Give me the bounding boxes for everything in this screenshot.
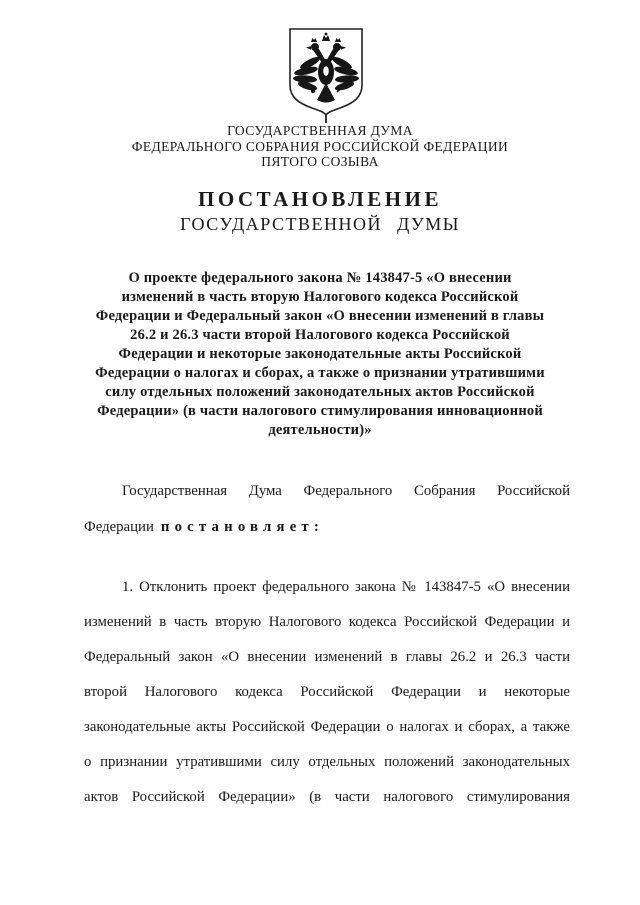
document-title-main: ПОСТАНОВЛЕНИЕ [198,187,442,211]
item-1-paragraph [84,570,570,815]
org-header [0,123,640,170]
subject-line: силу отдельных положений законодательных актов Российской [105,384,535,400]
document-title-sub: ГОСУДАРСТВЕННОЙ ДУМЫ [180,214,460,234]
org-header-line-3: ПЯТОГО СОЗЫВА [261,154,379,169]
item-1-line: 1. Отклонить проект федерального закона № 143847-5 «О внесении [122,579,570,595]
opening-line [84,509,570,545]
decree-word: постановляет: [160,519,324,535]
item-1-line: о признании утратившими силу отдельных положений законодательных [84,754,570,770]
subject-line: Федерации и некоторые законодательные акты Российской [118,346,522,362]
russia-coat-of-arms-icon [286,27,366,123]
subject-line: О проекте федерального закона № 143847-5 «О внесении [128,270,512,286]
subject-line: деятельности)» [268,422,372,438]
opening-paragraph [84,473,570,545]
document-title [0,186,640,236]
subject-line: изменений в часть вторую Налогового кодекса Российской [121,289,519,305]
subject-line: Федерации и Федеральный закон «О внесении изменений в главы [95,308,545,324]
org-header-line-1: ГОСУДАРСТВЕННАЯ ДУМА [227,123,413,138]
subject-line: 26.2 и 26.3 части второй Налогового кодекса Российской [130,327,510,343]
opening-line: Государственная Дума Федерального Собрания Российской [122,483,570,499]
subject-heading [0,269,640,440]
item-1-line: законодательные акты Российской Федерации о налогах и сборах, а также [84,719,570,735]
subject-line: Федерации о налогах и сборах, а также о признании утратившими [95,365,545,381]
subject-line: Федерации» (в части налогового стимулирования инновационной [97,403,543,419]
org-header-line-2: ФЕДЕРАЛЬНОГО СОБРАНИЯ РОССИЙСКОЙ ФЕДЕРАЦИИ [131,138,509,154]
item-1-line: Федеральный закон «О внесении изменений в главы 26.2 и 26.3 части [84,649,570,665]
item-1-line: второй Налогового кодекса Российской Федерации и некоторые [84,684,570,700]
item-1-line: изменений в часть вторую Налогового кодекса Российской Федерации и [84,614,570,630]
opening-line-normal: Федерации [84,519,154,535]
item-1-line: актов Российской Федерации» (в части налогового стимулирования [84,789,570,805]
